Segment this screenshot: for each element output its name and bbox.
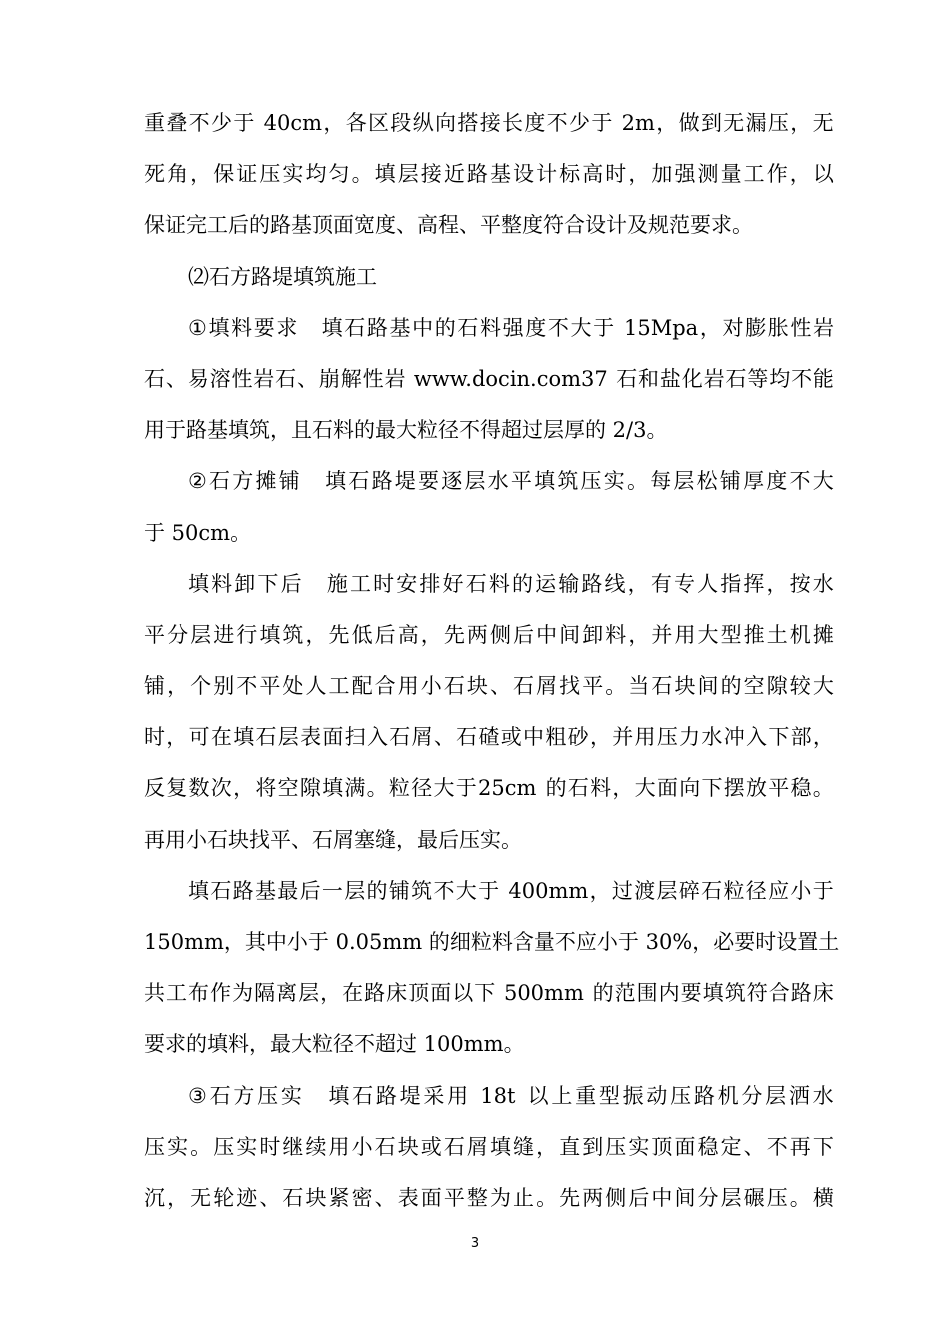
- text-line: 沉 ， 无 轮 迹 、 石 块 紧 密 、 表 面 平 整 为 止 。 先 两 侧 后 中 间 分 层 碾 压 。 横: [144, 1185, 834, 1210]
- text-line: 填 石 路 基 最 后 一 层 的 铺 筑 不 大 于 400mm ， 过 渡 层 碎 石 粒 径 应 小 于: [188, 878, 834, 903]
- text-line: 再用小石块找平、石屑塞缝，最后压实。: [144, 827, 522, 852]
- text-line: 填 料 卸 下 后 施 工 时 安 排 好 石 料 的 运 输 路 线 ， 有 专 人 指 挥 ， 按 水: [188, 571, 834, 596]
- text-line: ② 石 方 摊 铺 填 石 路 堤 要 逐 层 水 平 填 筑 压 实 。 每 层 松 铺 厚 度 不 大: [188, 469, 834, 494]
- text-line: 重 叠 不 少 于 40cm ， 各 区 段 纵 向 搭 接 长 度 不 少 于 2m ， 做 到 无 漏 压 ， 无: [144, 111, 834, 135]
- text-line: 要求的填料，最大粒径不超过 100mm。: [144, 1032, 525, 1057]
- text-line: 时 ， 可 在 填 石 层 表 面 扫 入 石 屑 、 石 碴 或 中 粗 砂 ， 并 用 压 力 水 冲 入 下 部 ，: [144, 725, 834, 750]
- text-line: ③ 石 方 压 实 填 石 路 堤 采 用 18t 以 上 重 型 振 动 压 路 机 分 层 洒 水: [188, 1083, 834, 1108]
- text-line: 压 实 。 压 实 时 继 续 用 小 石 块 或 石 屑 填 缝 ， 直 到 压 实 顶 面 稳 定 、 不 再 下: [144, 1134, 834, 1159]
- text-line: 反 复 数 次 ， 将 空 隙 填 满 。 粒 径 大 于 25cm 的 石 料 ， 大 面 向 下 摆 放 平 稳 。: [144, 776, 834, 801]
- text-line: 共 工 布 作 为 隔 离 层 ， 在 路 床 顶 面 以 下 500mm 的 范 围 内 要 填 筑 符 合 路 床: [144, 981, 834, 1006]
- text-line: 用于路基填筑，且石料的最大粒径不得超过层厚的 2/3。: [144, 418, 668, 443]
- page-number: 3: [470, 1236, 480, 1251]
- text-line: 于 50cm。: [144, 520, 252, 545]
- text-line: 死 角 ， 保 证 压 实 均 匀 。 填 层 接 近 路 基 设 计 标 高 时 ， 加 强 测 量 工 作 ， 以: [144, 162, 834, 187]
- text-line: 150mm ， 其 中 小 于 0.05mm 的 细 粒 料 含 量 不 应 小 于 30% ， 必 要 时 设 置 土: [144, 930, 840, 954]
- text-line: 石 、 易 溶 性 岩 石 、 崩 解 性 岩 www.docin.com37 石 和 盐 化 岩 石 等 均 不 能: [144, 366, 834, 391]
- text-line: 平 分 层 进 行 填 筑 ， 先 低 后 高 ， 先 两 侧 后 中 间 卸 料 ， 并 用 大 型 推 土 机 摊: [144, 622, 834, 647]
- text-line: ⑵石方路堤填筑施工: [188, 264, 377, 289]
- document-body: [144, 98, 840, 1224]
- text-line: ① 填 料 要 求 填 石 路 基 中 的 石 料 强 度 不 大 于 15Mpa ， 对 膨 胀 性 岩: [188, 315, 834, 340]
- text-line: 保证完工后的路基顶面宽度、高程、平整度符合设计及规范要求。: [144, 213, 753, 238]
- text-line: 铺 ， 个 别 不 平 处 人 工 配 合 用 小 石 块 、 石 屑 找 平 。 当 石 块 间 的 空 隙 较 大: [144, 674, 834, 699]
